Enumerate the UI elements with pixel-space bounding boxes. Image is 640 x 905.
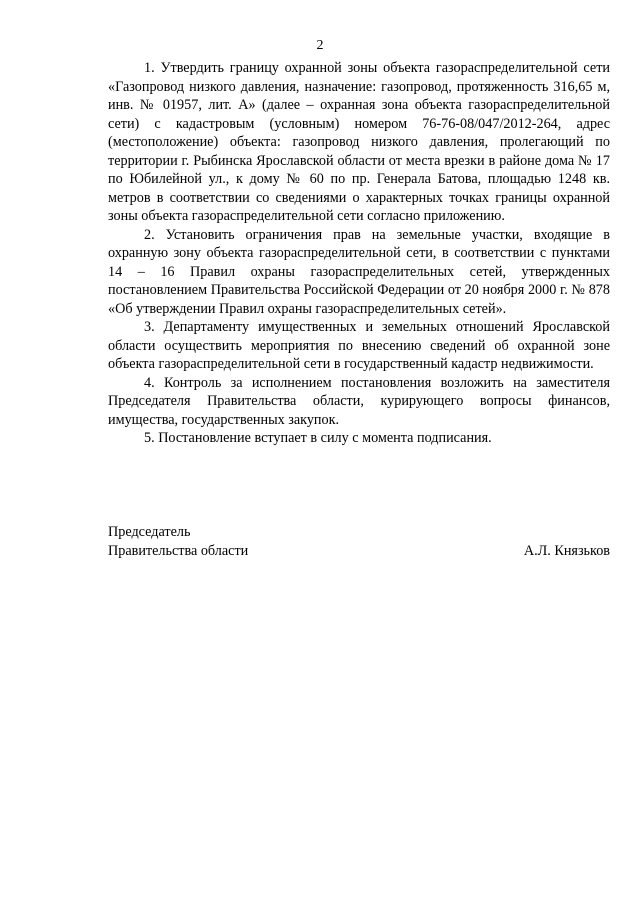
signatory-title-line2: Правительства области: [108, 542, 249, 559]
paragraph-5: 5. Постановление вступает в силу с момента подписания.: [144, 430, 492, 446]
document-body: [108, 59, 610, 448]
signature-row: [108, 542, 610, 561]
page-number: 2: [316, 38, 324, 53]
signature-block: [108, 523, 610, 560]
paragraph-4: 4. Контроль за исполнением постановления возложить на заместителя Председателя Правительства области, курирующего вопросы финансов, имущества, государственных закупок.: [108, 374, 610, 428]
paragraph-2: 2. Установить ограничения прав на земельные участки, входящие в охранную зону объекта газораспределительной сети, в соответствии с пунктами 14 – 16 Правил охраны газораспределительных сетей, утвержденных постановлением Правительства Российской Федерации от 20 ноября 2000 г. № 878 «Об утверждении Правил охраны газораспределительных сетей».: [108, 226, 610, 317]
paragraph-3: 3. Департаменту имущественных и земельных отношений Ярославской области осуществить мероприятия по внесению сведений об охранной зоне объекта газораспределительной сети в государственный кадастр недвижимости.: [108, 319, 610, 372]
signatory-title-line1: Председатель: [108, 524, 191, 540]
signatory-name: А.Л. Князьков: [523, 542, 610, 559]
paragraph-1: 1. Утвердить границу охранной зоны объекта газораспределительной сети «Газопровод низкого давления, назначение: газопровод, протяженность 316,65 м, инв. № 01957, лит. А» (далее – охранная зона объекта газораспределительной сети) с кадастровым (условным) номером 76-76-08/047/2012-264, адрес (местоположение) объекта: газопровод низкого давления, пролегающий по территории г. Рыбинска Ярославской области от места врезки в районе дома № 17 по Юбилейной ул., к дому № 60 по пр. Генерала Батова, площадью 1248 кв. метров в соответствии со сведениями о характерных точках границы охранной зоны объекта газораспределительной сети согласно приложению.: [108, 60, 610, 224]
